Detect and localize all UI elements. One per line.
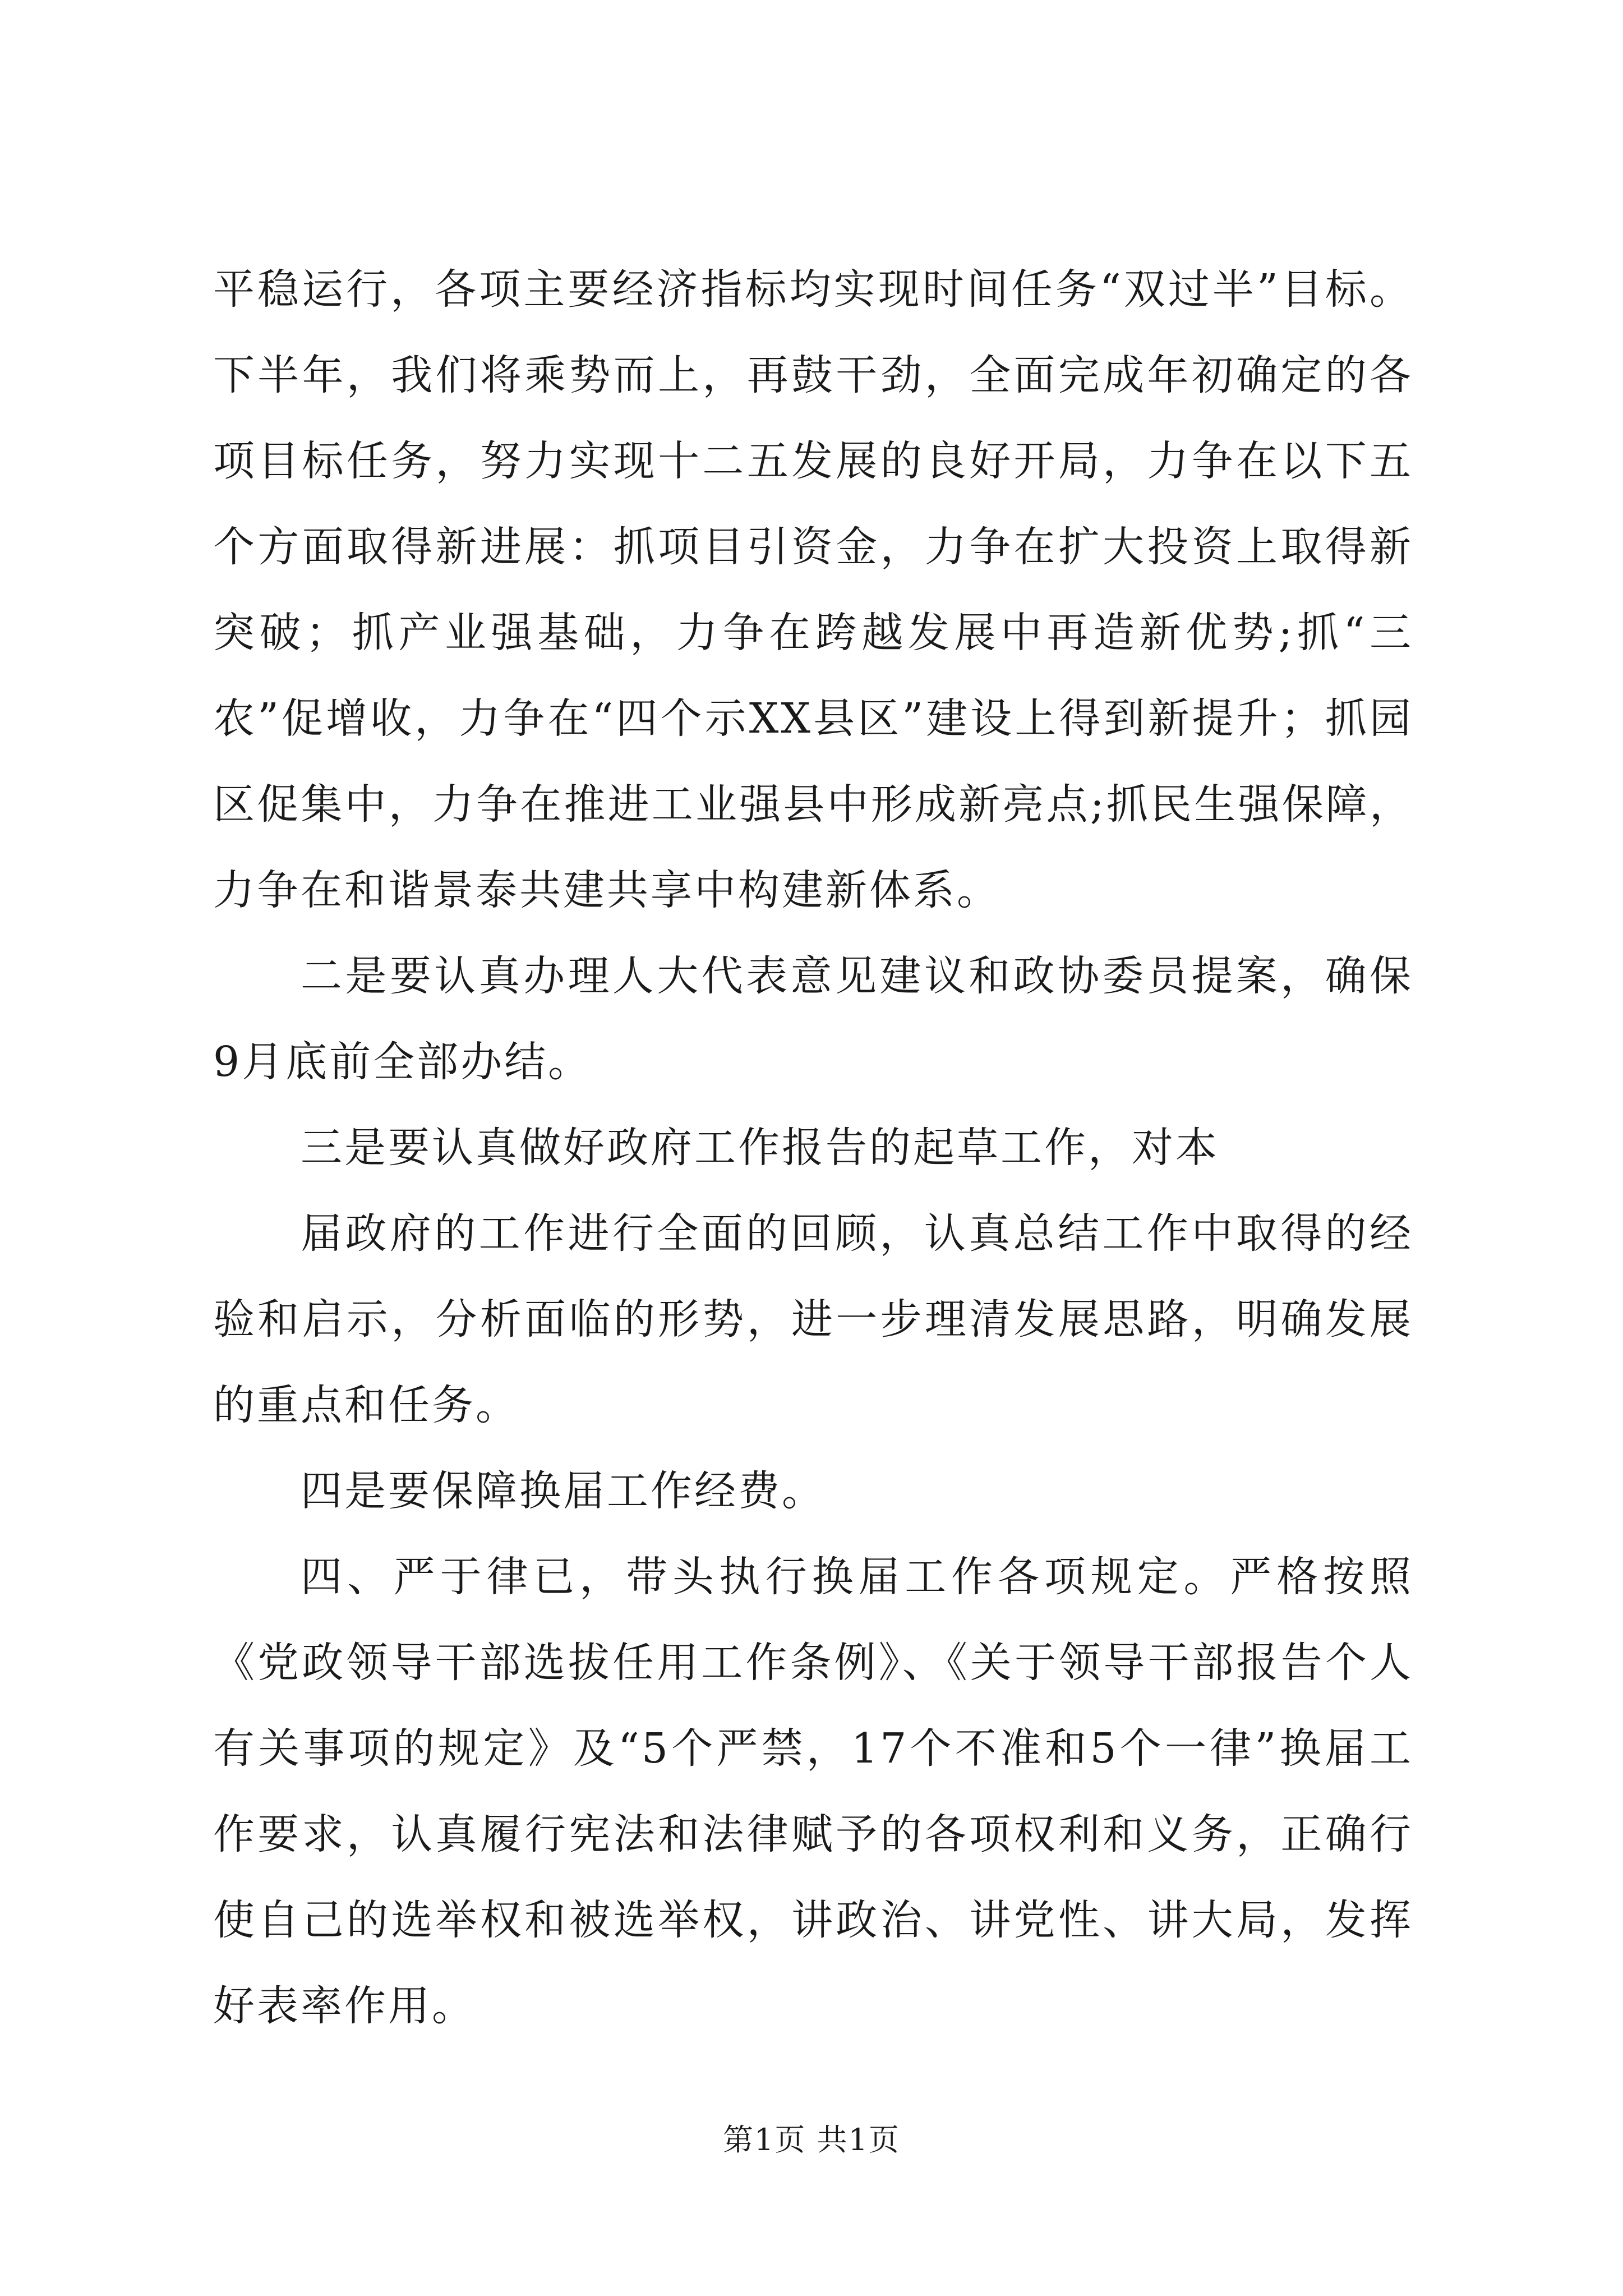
paragraph-1: 平稳运行，各项主要经济指标均实现时间任务“双过半”目标。下半年，我们将乘势而上，再鼓干劲，全面完成年初确定的各项目标任务，努力实现十二五发展的良好开局，力争在以下五个方面取得新进展：抓项目引资金，力争在扩大投资上取得新突破；抓产业强基础，力争在跨越发展中再造新优势;抓“三农”促增收，力争在“四个示XX县区”建设上得到新提升；抓园区促集中，力争在推进工业强县中形成新亮点;抓民生强保障，力争在和谐景泰共建共享中构建新体系。 bbox=[213, 265, 1413, 914]
paragraph-3: 三是要认真做好政府工作报告的起草工作，对本 bbox=[301, 1124, 1219, 1172]
paragraph-2: 二是要认真办理人大代表意见建议和政协委员提案，确保9月底前全部办结。 bbox=[213, 952, 1413, 1086]
paragraph-4: 届政府的工作进行全面的回顾，认真总结工作中取得的经验和启示，分析面临的形势，进一步理清发展思路，明确发展的重点和任务。 bbox=[213, 1209, 1413, 1429]
page-number-footer: 第1页 共1页 bbox=[723, 2122, 900, 2157]
document-body bbox=[213, 247, 1413, 2049]
paragraph-5: 四是要保障换届工作经费。 bbox=[301, 1467, 826, 1515]
paragraph-6: 四、严于律已，带头执行换届工作各项规定。严格按照《党政领导干部选拔任用工作条例》、《关于领导干部报告个人有关事项的规定》及“5个严禁，17个不准和5个一律”换届工作要求，认真履行宪法和法律赋予的各项权利和义务，正确行使自己的选举权和被选举权，讲政治、讲党性、讲大局，发挥好表率作用。 bbox=[213, 1553, 1413, 2030]
